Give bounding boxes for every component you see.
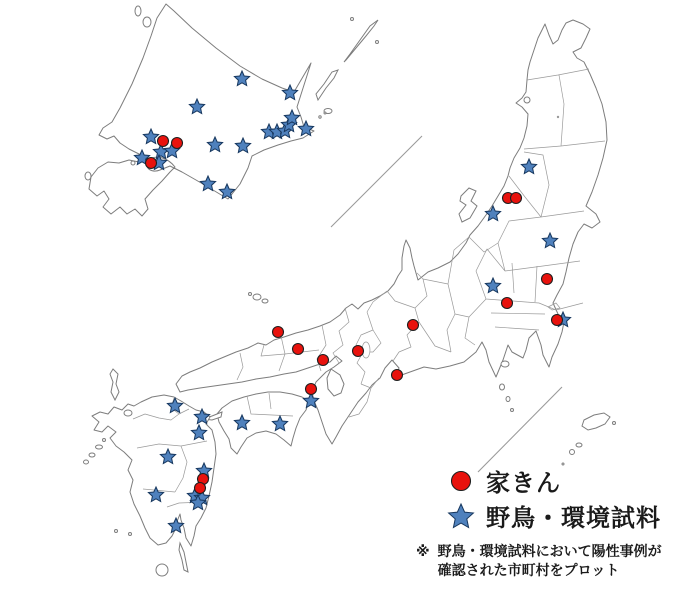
island-ring: [570, 450, 575, 455]
footnote-text: [438, 542, 662, 580]
wild-bird-star-glyph: [449, 504, 474, 528]
poultry-marker: [552, 315, 563, 326]
shikoku-region: [203, 392, 309, 454]
poultry-marker: [408, 320, 419, 331]
footnote-reference-mark: ※: [416, 543, 430, 559]
footnote: [416, 542, 662, 580]
iki-island: [124, 410, 132, 416]
harbor-ring: [131, 161, 135, 165]
poultry-marker: [353, 346, 364, 357]
poultry-marker: [146, 158, 157, 169]
legend: [444, 464, 661, 531]
poultry-marker: [273, 327, 284, 338]
izu-island: [500, 384, 505, 390]
oki-island: [253, 294, 261, 300]
inset-divider-line: [331, 136, 422, 227]
poultry-marker: [542, 274, 553, 285]
izu-oshima-island: [501, 361, 509, 367]
hirado-islet: [103, 439, 106, 442]
kunashiri-island: [316, 70, 338, 100]
rebun-island: [143, 17, 151, 27]
poultry-marker: [392, 370, 403, 381]
small-islet: [613, 422, 616, 425]
okushiri-island: [85, 172, 91, 180]
small-islet: [376, 41, 379, 44]
footnote-line-1: 野鳥・環境試料において陽性事例が: [437, 543, 662, 559]
legend-label-poultry: 家きん: [486, 469, 561, 497]
yakushima-island: [156, 564, 168, 576]
izu-island: [506, 397, 510, 402]
hokkaido-region: [85, 4, 379, 216]
legend-item-wild-bird: [444, 499, 661, 531]
goto-island: [96, 445, 103, 449]
small-islet: [115, 530, 118, 533]
izu-islet: [511, 409, 514, 412]
poultry-circle-icon: [444, 464, 478, 496]
wild-bird-star-icon: [444, 499, 478, 531]
oki-island: [262, 299, 268, 303]
poultry-marker: [158, 136, 169, 147]
map-dot: [557, 116, 559, 118]
poultry-marker: [172, 138, 183, 149]
poultry-circle-glyph: [452, 472, 471, 491]
etorofu-island: [344, 20, 378, 62]
poultry-marker: [318, 355, 329, 366]
poultry-marker: [195, 483, 206, 494]
habomai-islet: [324, 112, 326, 114]
tanegashima-island: [179, 543, 188, 572]
goto-island: [84, 460, 89, 464]
shikoku-outline: [217, 392, 309, 454]
hokkaido-outline: [89, 4, 314, 216]
poultry-marker: [306, 384, 317, 395]
habomai-islet: [319, 116, 321, 118]
oki-islet: [249, 293, 252, 296]
poultry-marker: [502, 298, 513, 309]
rishiri-island: [135, 6, 141, 16]
kyushu-region: [84, 369, 217, 576]
small-islet: [129, 533, 132, 536]
sado-island: [459, 188, 477, 222]
goto-island: [89, 453, 95, 457]
legend-label-wild-bird: 野鳥・環境試料: [486, 504, 661, 532]
inset-divider-line-2: [478, 387, 562, 472]
hachirogata-ring: [524, 97, 530, 103]
poultry-marker: [293, 344, 304, 355]
poultry-marker: [511, 193, 522, 204]
tsushima-island: [110, 369, 119, 400]
small-island: [576, 443, 582, 447]
miyake-hachijo-island: [582, 413, 610, 430]
small-islet: [351, 18, 354, 21]
footnote-line-2: 確認された市町村をプロット: [437, 562, 620, 578]
legend-item-poultry: [444, 464, 661, 496]
